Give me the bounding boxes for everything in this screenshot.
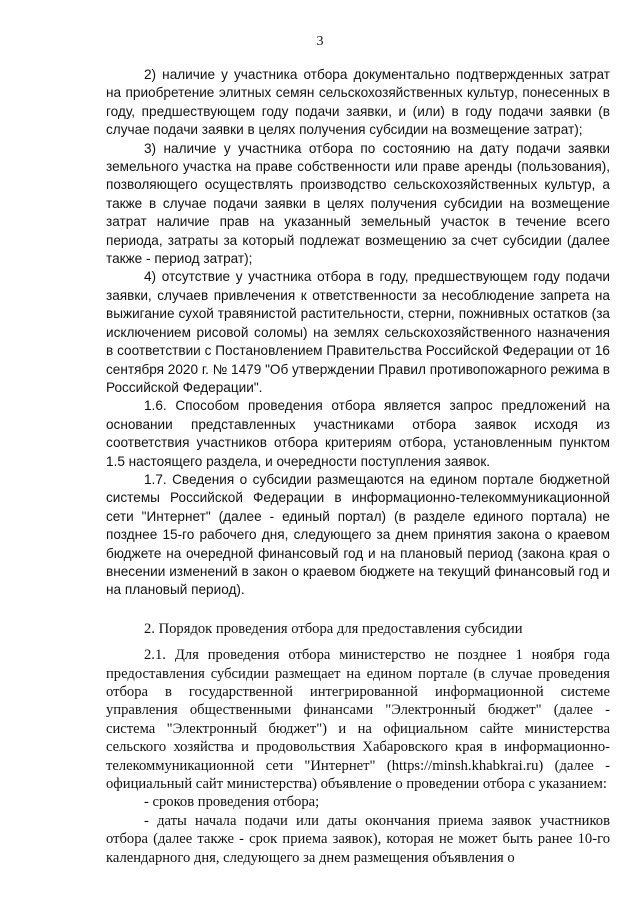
- list-item-terms: - сроков проведения отбора;: [144, 794, 320, 811]
- paragraph-1-6: 1.6. Способом проведения отбора является запрос предложений на основании представленных участниками отбора заявок исходя из соответствия участников отбора критериям отбора, установленным пунктом 1.5 настоящего раздела, и очередности поступления заявок.: [106, 398, 610, 469]
- paragraph-criterion-3: 3) наличие у участника отбора по состоянию на дату подачи заявки земельного участка на праве собственности или праве аренды (пользования), позволяющего осуществлять производство сельскохозяйственных культур, а также в случае подачи заявки в целях получения субсидии на возмещение затрат наличие прав на указанный земельный участок в течение всего периода, затраты за который подлежат возмещению за счет субсидии (далее также - период затрат);: [106, 140, 610, 267]
- paragraph-criterion-4: 4) отсутствие у участника отбора в году, предшествующем году подачи заявки, случаев привлечения к ответственности за несоблюдение запрета на выжигание сухой травянистой растительности, стерни, пожнивных остатков (за исключением рисовой соломы) на землях сельскохозяйственного назначения в соответствии с Постановлением Правительства Российской Федерации от 16 сентября 2020 г. № 1479 "Об утверждении Правил противопожарного режима в Российской Федерации".: [106, 269, 610, 395]
- section-heading: 2. Порядок проведения отбора для предоставления субсидии: [144, 620, 523, 637]
- paragraph-1-7: 1.7. Сведения о субсидии размещаются на едином портале бюджетной системы Российской Федерации в информационно-телекоммуникационной сети "Интернет" (далее - единый портал) (в разделе единого портала) не позднее 15-го рабочего дня, следующего за днем принятия закона о краевом бюджете на очередной финансовый год и на плановый период (закона края о внесении изменений в закон о краевом бюджете на текущий финансовый год и на плановый период).: [106, 471, 610, 598]
- paragraph-2-1: 2.1. Для проведения отбора министерство не позднее 1 ноября года предоставления субсидии размещает на едином портале (в случае проведения отбора в государственной интегрированной информационной системе управления общественными финансами "Электронный бюджет" (далее - система "Электронный бюджет") и на официальном сайте министерства сельского хозяйства и продовольствия Хабаровского края в информационно-телекоммуникационной сети "Интернет" (https://minsh.khabkrai.ru) (далее - официальный сайт министерства) объявление о проведении отбора с указанием:: [106, 647, 610, 793]
- paragraph-criterion-2: 2) наличие у участника отбора документально подтвержденных затрат на приобретение элитных семян сельскохозяйственных культур, понесенных в году, предшествующем году подачи заявки, и (или) в году подачи заявки (в случае подачи заявки в целях получения субсидии на возмещение затрат);: [106, 67, 610, 138]
- list-item-dates: - даты начала подачи или даты окончания приема заявок участников отбора (далее также - срок приема заявок), которая не может быть ранее 10-го календарного дня, следующего за днем размещения объявления о: [106, 812, 610, 866]
- document-body: [106, 66, 610, 867]
- page-number: 3: [316, 34, 324, 49]
